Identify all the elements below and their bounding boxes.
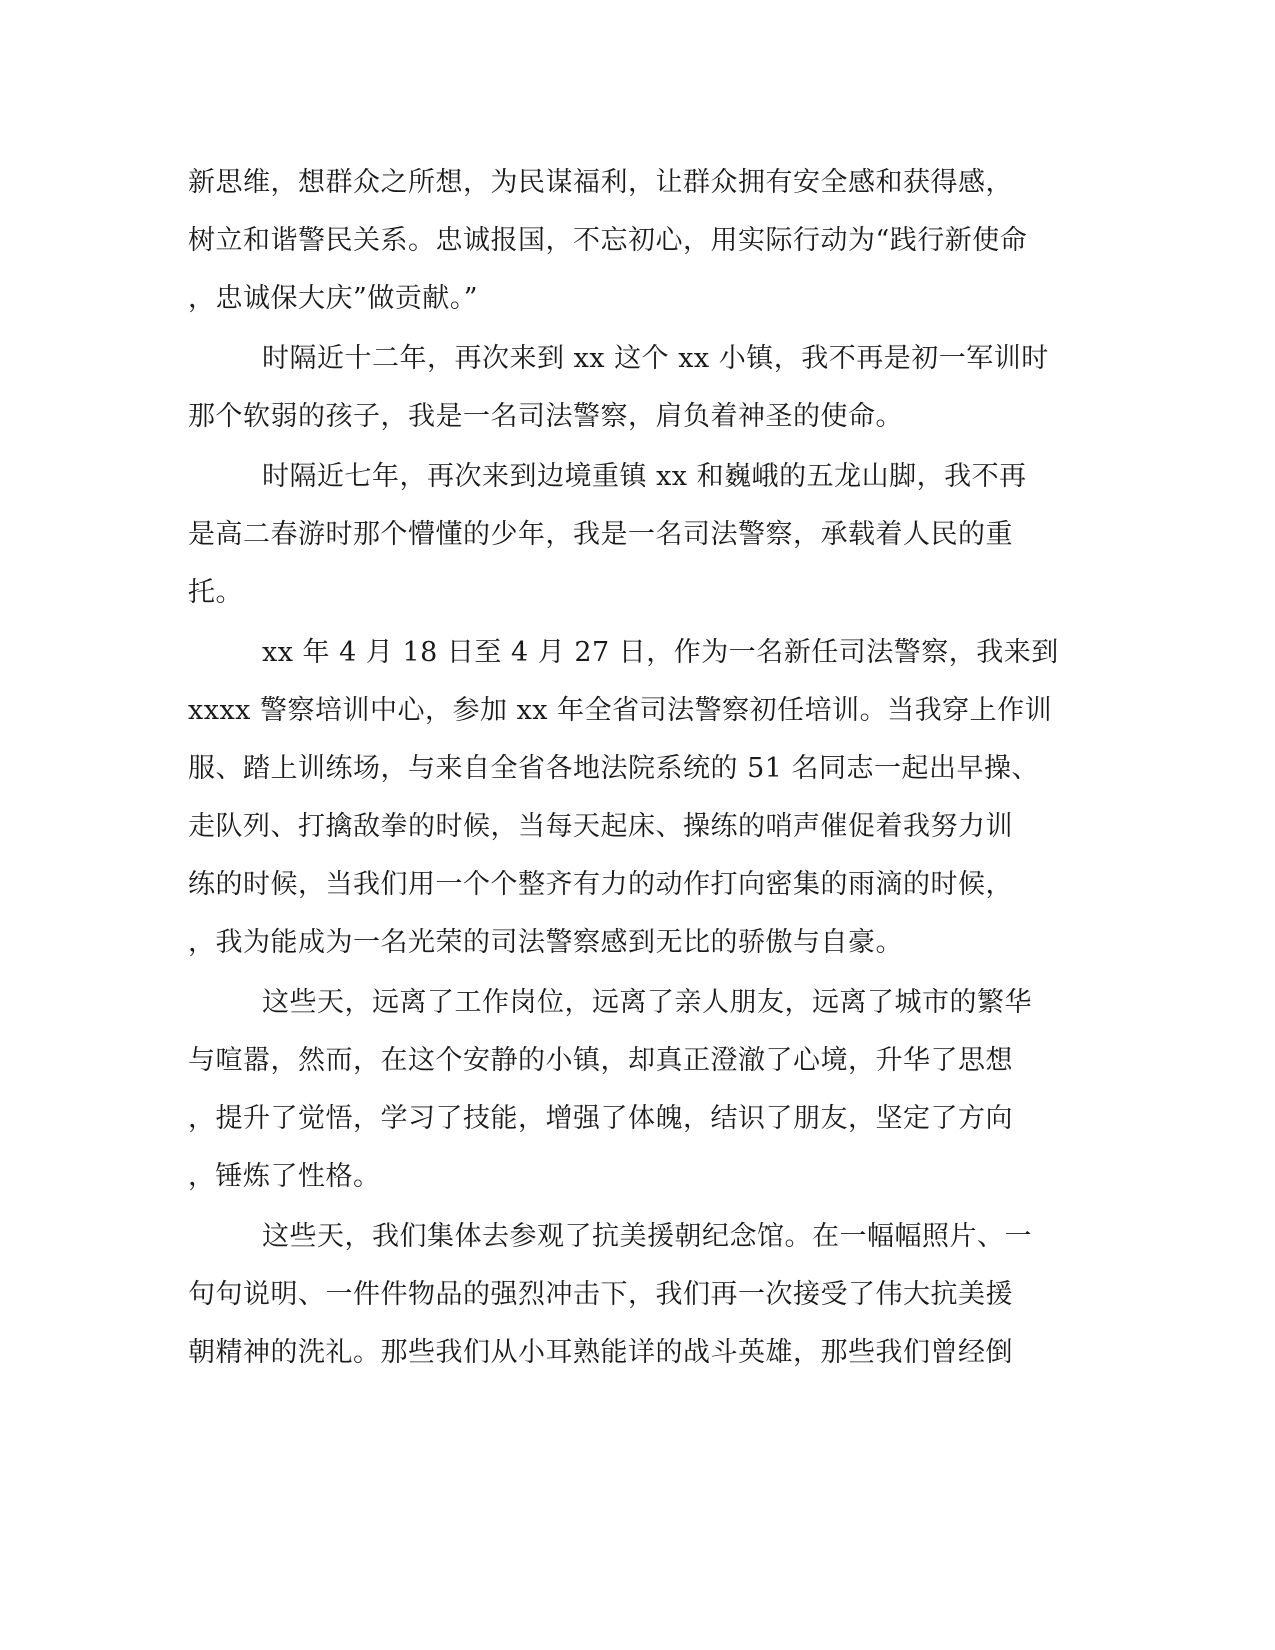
text-line: 句句说明、一件件物品的强烈冲击下，我们再一次接受了伟大抗美援 xyxy=(188,1279,1013,1310)
text-line: 那个软弱的孩子，我是一名司法警察，肩负着神圣的使命。 xyxy=(188,401,903,432)
paragraph-first-line: 时隔近七年，再次来到边境重镇 xx 和巍峨的五龙山脚，我不再 xyxy=(262,461,1027,492)
text-line: ，忠诚保大庆”做贡献。” xyxy=(188,283,479,314)
text-line: 托。 xyxy=(188,577,243,608)
text-line: 练的时候，当我们用一个个整齐有力的动作打向密集的雨滴的时候， xyxy=(188,869,1013,900)
paragraph-first-line: xx 年 4 月 18 日至 4 月 27 日，作为一名新任司法警察，我来到 xyxy=(262,637,1059,668)
text-line: 走队列、打擒敌拳的时候，当每天起床、操练的哨声催促着我努力训 xyxy=(188,811,1013,842)
text-line: ，锤炼了性格。 xyxy=(188,1161,381,1192)
text-line: 与喧嚣，然而，在这个安静的小镇，却真正澄澈了心境，升华了思想 xyxy=(188,1045,1013,1076)
paragraph-first-line: 这些天，我们集体去参观了抗美援朝纪念馆。在一幅幅照片、一 xyxy=(262,1221,1032,1252)
text-line: 新思维，想群众之所想，为民谋福利，让群众拥有安全感和获得感， xyxy=(188,167,1013,198)
text-line: 是高二春游时那个懵懂的少年，我是一名司法警察，承载着人民的重 xyxy=(188,519,1013,550)
text-line: 朝精神的洗礼。那些我们从小耳熟能详的战斗英雄，那些我们曾经倒 xyxy=(188,1337,1013,1368)
paragraph-first-line: 这些天，远离了工作岗位，远离了亲人朋友，远离了城市的繁华 xyxy=(262,987,1032,1018)
text-line: xxxx 警察培训中心，参加 xx 年全省司法警察初任培训。当我穿上作训 xyxy=(188,695,1053,726)
text-line: 服、踏上训练场，与来自全省各地法院系统的 51 名同志一起出早操、 xyxy=(188,753,1040,784)
text-line: ，提升了觉悟，学习了技能，增强了体魄，结识了朋友，坚定了方向 xyxy=(188,1103,1013,1134)
paragraph-first-line: 时隔近十二年，再次来到 xx 这个 xx 小镇，我不再是初一军训时 xyxy=(262,343,1049,374)
text-line: ，我为能成为一名光荣的司法警察感到无比的骄傲与自豪。 xyxy=(188,927,903,958)
text-line: 树立和谐警民关系。忠诚报国，不忘初心，用实际行动为“践行新使命 xyxy=(188,225,1028,256)
